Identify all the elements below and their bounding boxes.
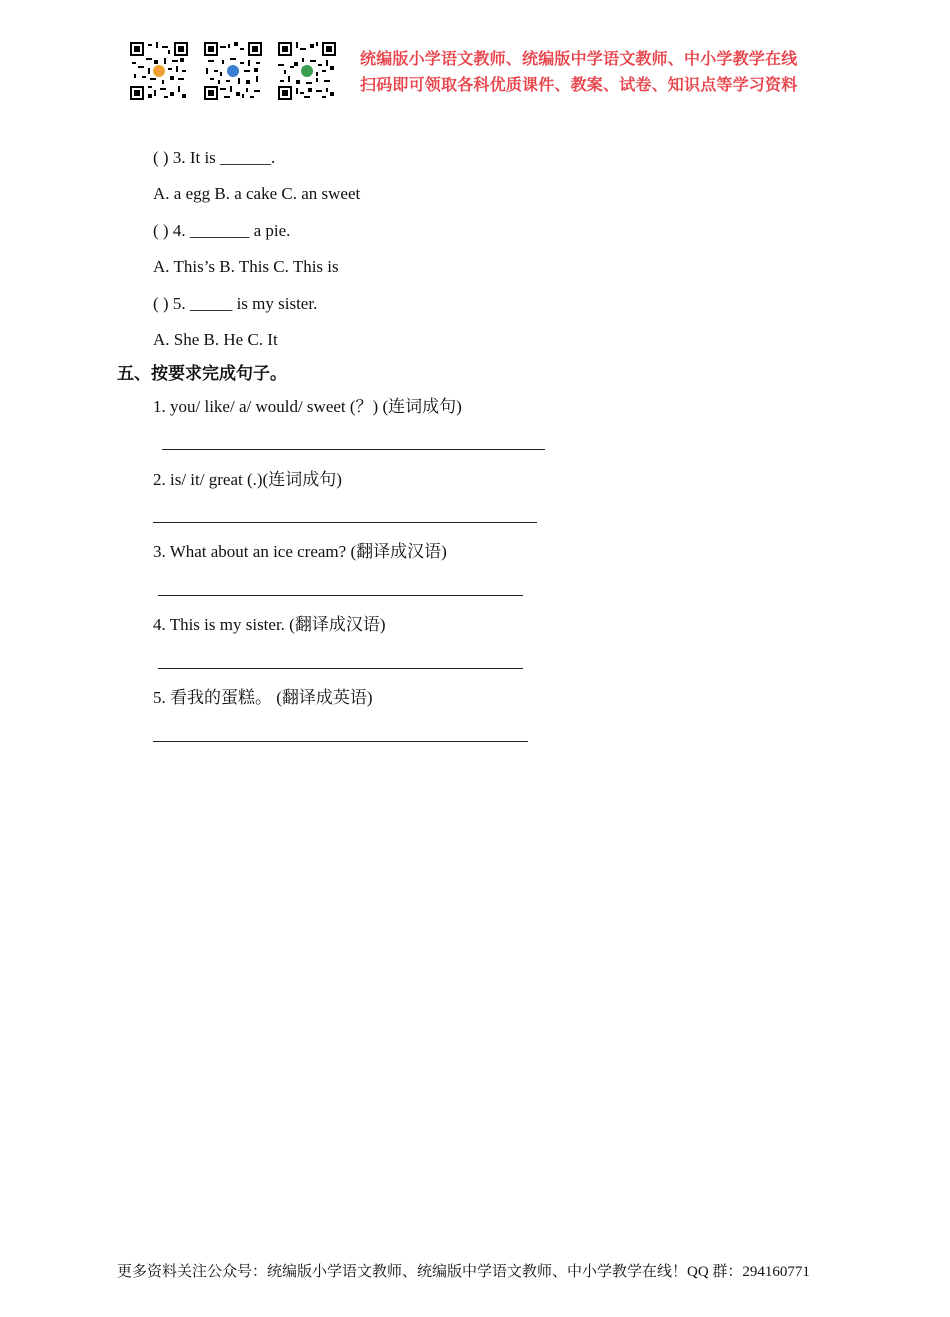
section-5-item-3: 3. What about an ice cream? (翻译成汉语) (153, 542, 447, 561)
answer-line-4 (158, 668, 523, 669)
answer-line-1 (162, 449, 545, 450)
qr-code-3 (278, 42, 336, 100)
answer-line-2 (153, 522, 537, 523)
promo-banner (360, 46, 797, 98)
section-5-item-5: 5. 看我的蛋糕。 (翻译成英语) (153, 688, 373, 707)
section-5-item-4: 4. This is my sister. (翻译成汉语) (153, 615, 386, 634)
banner-line-1: 统编版小学语文教师、统编版中学语文教师、中小学教学在线 (360, 49, 798, 68)
section-5-item-1: 1. you/ like/ a/ would/ sweet (？) (连词成句) (153, 397, 462, 416)
qr-code-icon (130, 42, 188, 100)
page-footer: 更多资料关注公众号：统编版小学语文教师、统编版中学语文教师、中小学教学在线！QQ 群：294160771 (117, 1264, 810, 1280)
section-5-item-2: 2. is/ it/ great (.)(连词成句) (153, 470, 342, 489)
qr-code-icon (278, 42, 336, 100)
banner-line-2: 扫码即可领取各科优质课件、教案、试卷、知识点等学习资料 (360, 75, 798, 94)
qr-code-1 (130, 42, 188, 100)
qr-code-icon (204, 42, 262, 100)
answer-line-3 (158, 595, 523, 596)
section-5-title: 五、按要求完成句子。 (117, 364, 287, 384)
qr-code-2 (204, 42, 262, 100)
question-4-options: A. This’s B. This C. This is (153, 257, 339, 276)
question-3-stem: ( ) 3. It is ______. (153, 148, 276, 167)
question-5-options: A. She B. He C. It (153, 330, 278, 349)
question-5-stem: ( ) 5. _____ is my sister. (153, 294, 318, 313)
question-3-options: A. a egg B. a cake C. an sweet (153, 184, 361, 203)
page-header (130, 42, 830, 102)
question-4-stem: ( ) 4. _______ a pie. (153, 221, 291, 240)
answer-line-5 (153, 741, 528, 742)
